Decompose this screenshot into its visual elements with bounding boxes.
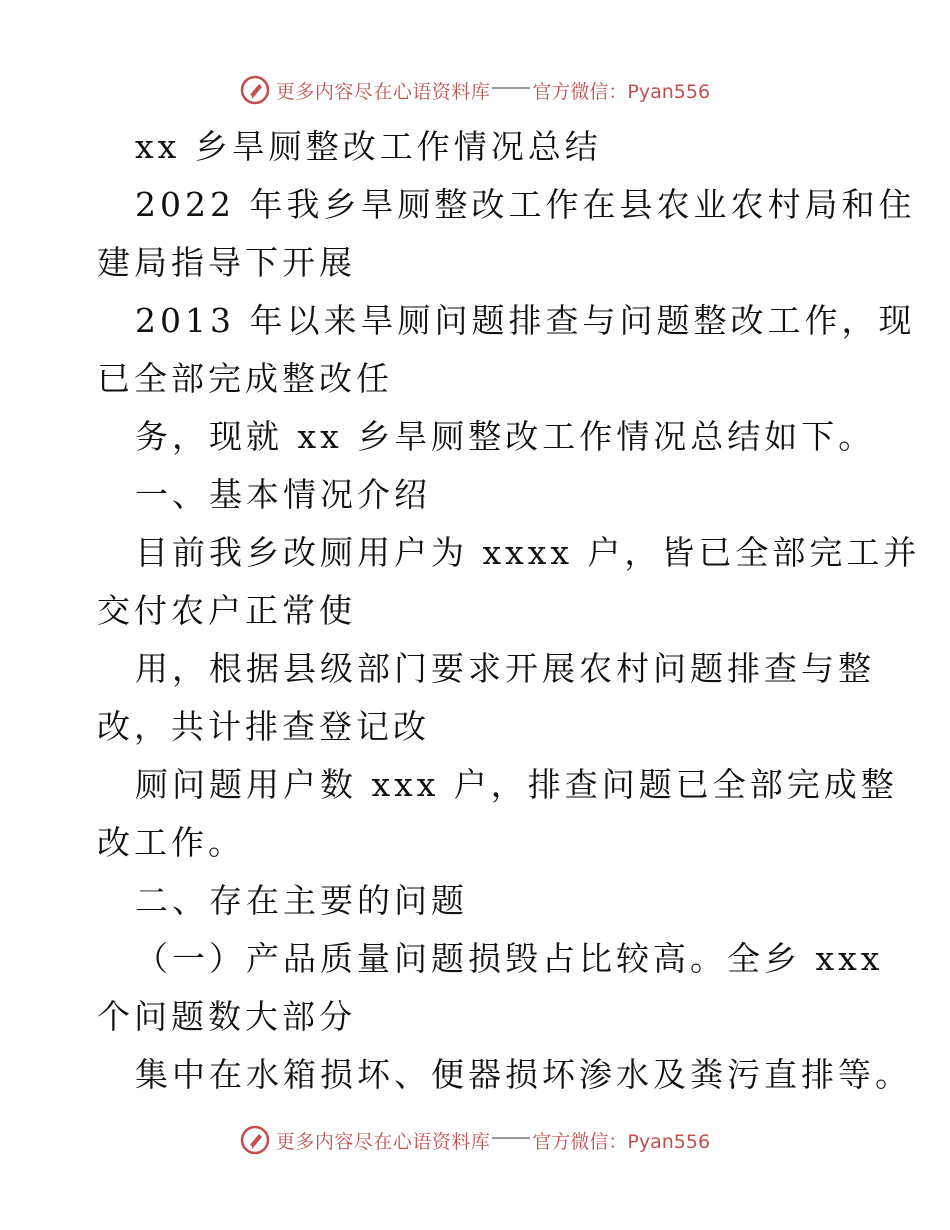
pen-seal-logo-icon [240, 75, 270, 105]
paragraph-line: 用，根据县级部门要求开展农村问题排查与整 [135, 649, 875, 688]
paragraph-line: 已全部完成整改任 [97, 359, 393, 398]
paragraph-line: 务，现就 xx 乡旱厕整改工作情况总结如下。 [135, 417, 876, 456]
document-title: xx 乡旱厕整改工作情况总结 [135, 127, 602, 166]
section-heading: 二、存在主要的问题 [135, 881, 468, 920]
watermark-dash [492, 1137, 530, 1139]
section-heading: 一、基本情况介绍 [135, 475, 431, 514]
paragraph-line: 建局指导下开展 [97, 243, 356, 282]
paragraph-line: 2013 年以来旱厕问题排查与问题整改工作，现 [135, 301, 916, 340]
paragraph-line: 改，共计排查登记改 [97, 707, 430, 746]
watermark-banner-top [0, 70, 950, 110]
watermark-dash [492, 87, 530, 89]
watermark-text: 更多内容尽在心语资料库 [275, 80, 491, 103]
watermark-official: 官方微信：Pyan556 [532, 80, 711, 103]
paragraph-line: 交付农户正常使 [97, 591, 356, 630]
watermark-official: 官方微信：Pyan556 [532, 1130, 711, 1153]
paragraph-line: 改工作。 [97, 823, 245, 862]
watermark-banner-bottom [0, 1120, 950, 1160]
pen-seal-logo-icon [240, 1125, 270, 1155]
watermark-text: 更多内容尽在心语资料库 [275, 1130, 491, 1153]
paragraph-line: 2022 年我乡旱厕整改工作在县农业农村局和住 [135, 185, 916, 224]
paragraph-line: 厕问题用户数 xxx 户，排查问题已全部完成整 [135, 765, 898, 804]
paragraph-line: 目前我乡改厕用户为 xxxx 户，皆已全部完工并 [135, 533, 921, 572]
paragraph-line: （一）产品质量问题损毁占比较高。全乡 xxx [135, 939, 884, 978]
paragraph-line: 个问题数大部分 [97, 997, 356, 1036]
paragraph-line: 集中在水箱损坏、便器损坏渗水及粪污直排等。 [135, 1055, 912, 1094]
